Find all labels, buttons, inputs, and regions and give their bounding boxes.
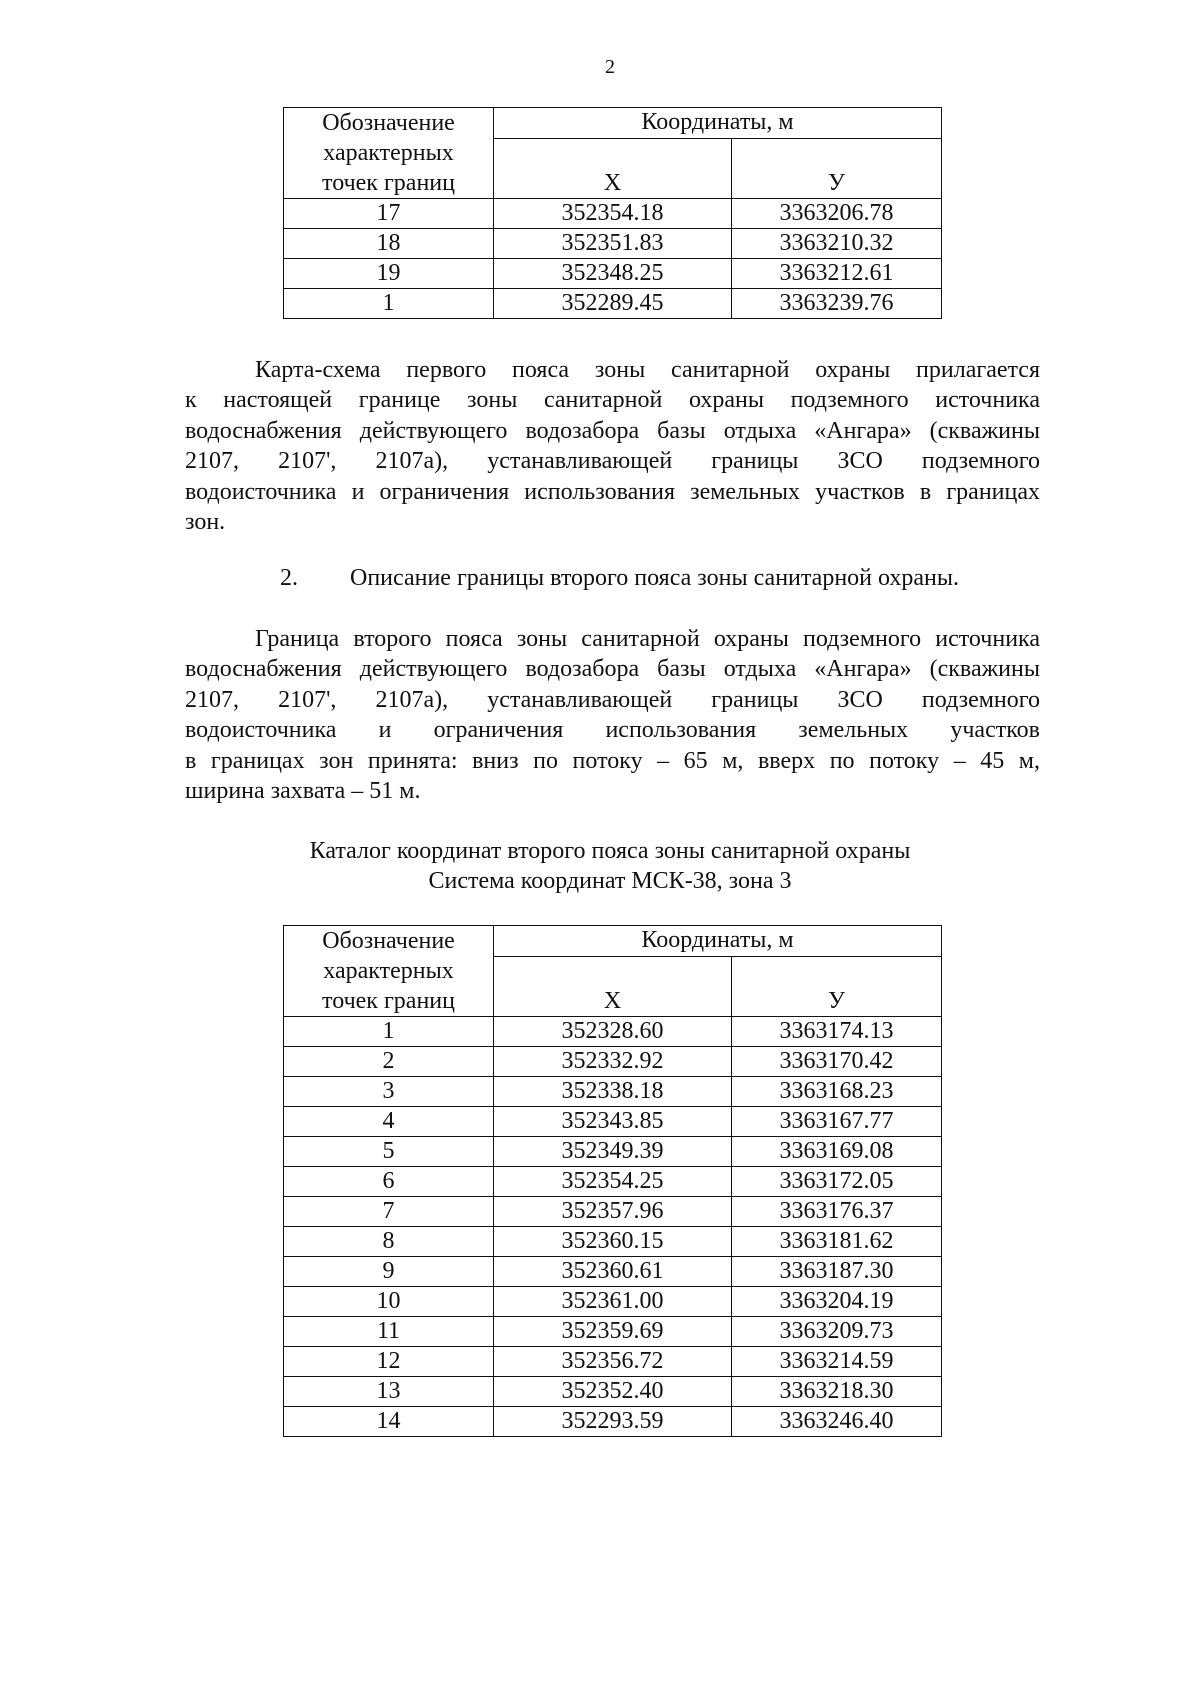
cell-x: 352343.85 [494,1107,732,1137]
cell-point: 1 [284,1017,494,1047]
cell-point: 10 [284,1287,494,1317]
paragraph-line: водоснабжения действующего водозабора базы отдыха «Ангара» (скважины [185,656,1040,683]
cell-point: 17 [284,199,494,229]
header-designation [284,926,494,1017]
cell-point: 12 [284,1347,494,1377]
cell-point: 7 [284,1197,494,1227]
cell-point: 9 [284,1257,494,1287]
table-row [284,1047,942,1077]
cell-x: 352338.18 [494,1077,732,1107]
cell-point: 2 [284,1047,494,1077]
coordinates-table-zone2 [283,925,942,1437]
paragraph-line: ширина захвата – 51 м. [185,778,421,805]
cell-y: 3363212.61 [732,259,942,289]
table-row [284,259,942,289]
table-row [284,1017,942,1047]
cell-y: 3363176.37 [732,1197,942,1227]
page-number: 2 [605,56,615,78]
section-heading [280,565,959,592]
cell-y: 3363209.73 [732,1317,942,1347]
cell-y: 3363181.62 [732,1227,942,1257]
cell-x: 352352.40 [494,1377,732,1407]
paragraph-line: Граница второго пояса зоны санитарной охраны подземного источника [255,626,1040,652]
caption-line: Каталог координат второго пояса зоны санитарной охраны [309,838,911,864]
table-row [284,1077,942,1107]
cell-y: 3363187.30 [732,1257,942,1287]
cell-point: 13 [284,1377,494,1407]
cell-x: 352332.92 [494,1047,732,1077]
cell-x: 352348.25 [494,259,732,289]
table-row [284,1167,942,1197]
paragraph-second-zone [185,624,1040,806]
cell-y: 3363218.30 [732,1377,942,1407]
paragraph-line: Карта-схема первого пояса зоны санитарной охраны прилагается [255,357,1040,383]
cell-point: 5 [284,1137,494,1167]
cell-y: 3363167.77 [732,1107,942,1137]
cell-x: 352361.00 [494,1287,732,1317]
paragraph-map-scheme [185,355,1040,537]
table-header-row [284,108,942,139]
table-row [284,1287,942,1317]
cell-y: 3363239.76 [732,289,942,319]
table-row [284,1407,942,1437]
cell-point: 19 [284,259,494,289]
table-row [284,1377,942,1407]
cell-point: 14 [284,1407,494,1437]
header-line: характерных [323,958,454,984]
cell-point: 11 [284,1317,494,1347]
header-y: У [732,138,942,198]
cell-point: 4 [284,1107,494,1137]
cell-x: 352354.25 [494,1167,732,1197]
table-row [284,229,942,259]
cell-x: 352354.18 [494,199,732,229]
cell-x: 352349.39 [494,1137,732,1167]
cell-point: 8 [284,1227,494,1257]
table-row [284,1227,942,1257]
cell-y: 3363170.42 [732,1047,942,1077]
table-row [284,1197,942,1227]
paragraph-line: водоисточника и ограничения использования земельных участков в границах [185,478,1040,505]
cell-point: 3 [284,1077,494,1107]
cell-x: 352356.72 [494,1347,732,1377]
cell-y: 3363204.19 [732,1287,942,1317]
table-header-row [284,926,942,957]
header-x: Х [494,138,732,198]
cell-y: 3363174.13 [732,1017,942,1047]
header-line: точек границ [322,988,455,1014]
cell-y: 3363246.40 [732,1407,942,1437]
cell-x: 352351.83 [494,229,732,259]
cell-y: 3363214.59 [732,1347,942,1377]
cell-y: 3363168.23 [732,1077,942,1107]
table-row [284,1257,942,1287]
paragraph-line: водоснабжения действующего водозабора базы отдыха «Ангара» (скважины [185,417,1040,444]
table-row [284,1137,942,1167]
table-row [284,1107,942,1137]
header-coordinates: Координаты, м [494,926,942,957]
cell-point: 18 [284,229,494,259]
table-row [284,289,942,319]
table-row [284,199,942,229]
paragraph-line: водоисточника и ограничения использования земельных участков [185,717,1040,744]
table-caption [0,836,1200,896]
header-line: Обозначение [322,110,455,136]
cell-y: 3363172.05 [732,1167,942,1197]
table-row [284,1347,942,1377]
cell-x: 352360.15 [494,1227,732,1257]
cell-point: 1 [284,289,494,319]
paragraph-line: в границах зон принята: вниз по потоку – 65 м, вверх по потоку – 45 м, [185,747,1040,774]
header-line: Обозначение [322,928,455,954]
cell-x: 352360.61 [494,1257,732,1287]
cell-x: 352293.59 [494,1407,732,1437]
cell-point: 6 [284,1167,494,1197]
cell-y: 3363169.08 [732,1137,942,1167]
coordinates-table-zone1 [283,107,942,319]
cell-x: 352359.69 [494,1317,732,1347]
header-line: характерных [323,140,454,166]
header-y: У [732,956,942,1016]
header-x: Х [494,956,732,1016]
paragraph-line: 2107, 2107', 2107а), устанавливающей границы ЗСО подземного [185,686,1040,713]
cell-y: 3363206.78 [732,199,942,229]
paragraph-line: 2107, 2107', 2107а), устанавливающей границы ЗСО подземного [185,448,1040,475]
cell-y: 3363210.32 [732,229,942,259]
section-title: Описание границы второго пояса зоны санитарной охраны. [350,565,960,591]
paragraph-line: зон. [185,509,226,536]
header-coordinates: Координаты, м [494,108,942,139]
header-designation [284,108,494,199]
cell-x: 352328.60 [494,1017,732,1047]
header-line: точек границ [322,170,455,196]
paragraph-line: к настоящей границе зоны санитарной охраны подземного источника [185,387,1040,414]
cell-x: 352357.96 [494,1197,732,1227]
cell-x: 352289.45 [494,289,732,319]
caption-line: Система координат МСК-38, зона 3 [428,868,792,894]
table-row [284,1317,942,1347]
section-number: 2. [280,565,298,591]
